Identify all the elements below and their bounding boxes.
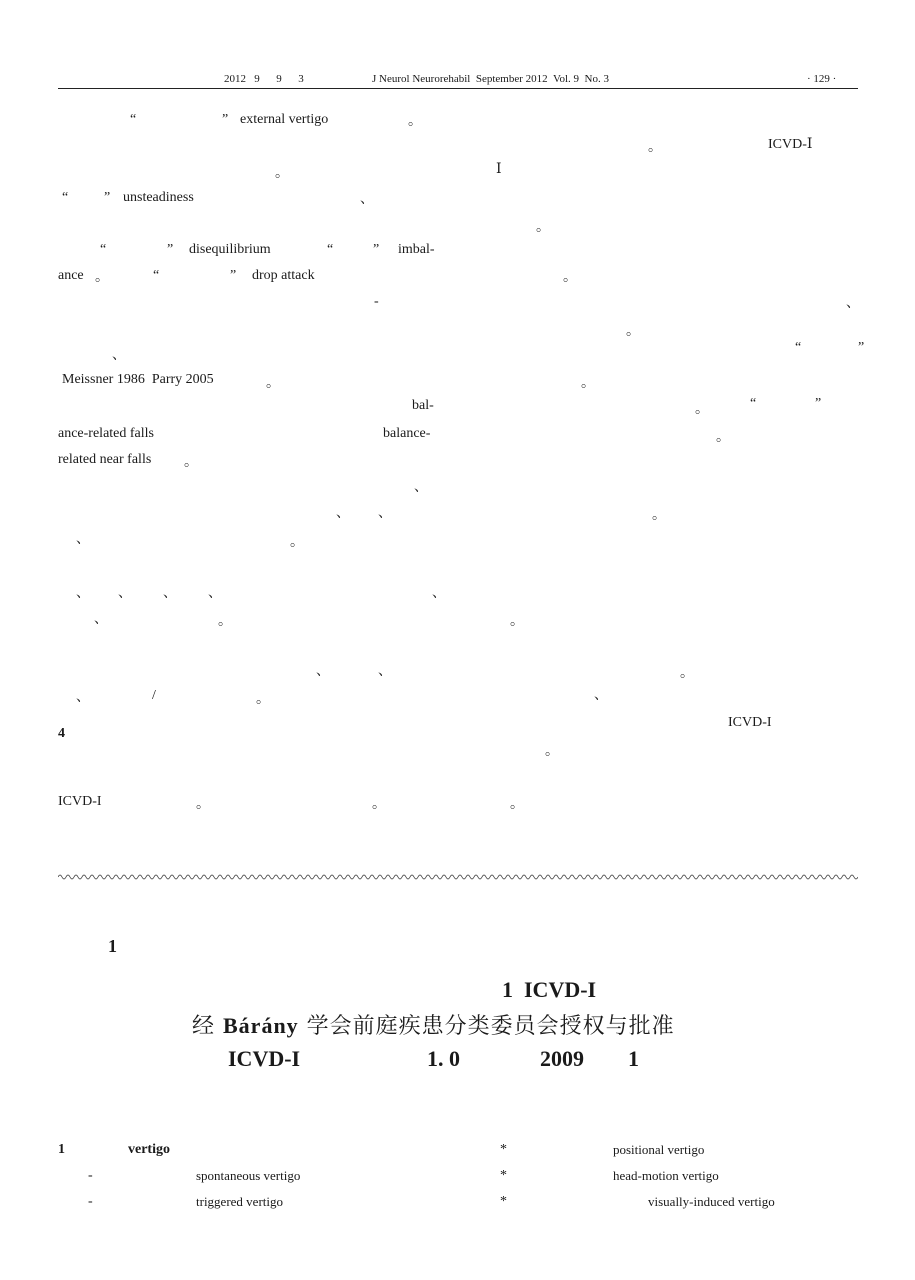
quote-close: ” bbox=[104, 190, 111, 205]
title-line2-name: Bárány bbox=[223, 1013, 299, 1038]
period: 。 bbox=[266, 376, 280, 391]
period: 。 bbox=[695, 402, 709, 417]
list-star: * bbox=[500, 1142, 507, 1157]
enumeration-comma: 、 bbox=[94, 612, 108, 627]
enumeration-comma: 、 bbox=[336, 506, 350, 521]
enumeration-comma: 、 bbox=[118, 586, 132, 601]
period: 。 bbox=[510, 614, 524, 629]
quote-close: ” bbox=[167, 242, 174, 257]
quote-close: ” bbox=[230, 268, 237, 283]
quote-open: “ bbox=[130, 112, 137, 127]
title-line2-suffix: 学会前庭疾患分类委员会授权与批准 bbox=[298, 1014, 675, 1039]
period: 。 bbox=[218, 614, 232, 629]
header-page-number: · 129 · bbox=[807, 73, 837, 85]
list-star: * bbox=[500, 1194, 507, 1209]
roman-numeral-one: Ⅰ bbox=[496, 162, 502, 177]
quote-open: “ bbox=[62, 190, 69, 205]
period: 。 bbox=[196, 797, 210, 812]
header-journal: J Neurol Neurorehabil September 2012 Vol. 9 No. 3 bbox=[372, 73, 609, 85]
period: 。 bbox=[536, 220, 550, 235]
enumeration-comma: 、 bbox=[76, 690, 90, 705]
period: 。 bbox=[256, 692, 270, 707]
enumeration-comma: 、 bbox=[76, 586, 90, 601]
quote-close: ” bbox=[222, 112, 229, 127]
abbr-icvd: ICVD-I bbox=[728, 715, 772, 730]
list-star: * bbox=[500, 1168, 507, 1183]
list-positional-vertigo: positional vertigo bbox=[613, 1142, 705, 1157]
citation: Meissner 1986 Parry 2005 bbox=[62, 372, 214, 387]
dash: - bbox=[374, 294, 379, 309]
quote-open: “ bbox=[100, 242, 107, 257]
quote-open: “ bbox=[795, 340, 802, 355]
wavy-separator bbox=[58, 872, 858, 882]
period: 。 bbox=[510, 797, 524, 812]
period: 。 bbox=[648, 140, 662, 155]
enumeration-comma: 、 bbox=[208, 586, 222, 601]
enumeration-comma: 、 bbox=[414, 480, 428, 495]
enumeration-comma: 、 bbox=[76, 532, 90, 547]
term-unsteadiness: unsteadiness bbox=[123, 190, 194, 205]
period: 。 bbox=[408, 114, 422, 129]
abbr-icvd-roman: ICVD-Ⅰ bbox=[768, 137, 813, 152]
list-vertigo: vertigo bbox=[128, 1142, 170, 1157]
enumeration-comma: 、 bbox=[163, 586, 177, 601]
list-visually-induced-vertigo: visually-induced vertigo bbox=[648, 1194, 775, 1209]
enumeration-comma: 、 bbox=[378, 664, 392, 679]
list-head-motion-vertigo: head-motion vertigo bbox=[613, 1168, 719, 1183]
appendix-title-line2 bbox=[192, 1012, 675, 1041]
list-triggered-vertigo: triggered vertigo bbox=[196, 1194, 283, 1209]
period: 。 bbox=[275, 166, 289, 181]
appendix-title-icvd: ICVD-I bbox=[228, 1046, 301, 1071]
appendix-title-line1: 1 ICVD-I bbox=[502, 977, 597, 1002]
abbr-icvd: ICVD-I bbox=[58, 794, 102, 809]
list-dash: - bbox=[88, 1168, 93, 1183]
enumeration-comma: 、 bbox=[112, 348, 126, 363]
enumeration-comma: 、 bbox=[594, 688, 608, 703]
period: 。 bbox=[290, 535, 304, 550]
term-disequilibrium: disequilibrium bbox=[189, 242, 271, 257]
quote-open: “ bbox=[750, 396, 757, 411]
period: 。 bbox=[581, 376, 595, 391]
list-spontaneous-vertigo: spontaneous vertigo bbox=[196, 1168, 301, 1183]
appendix-title-month: 1 bbox=[628, 1046, 639, 1071]
enumeration-comma: 、 bbox=[316, 664, 330, 679]
period: 。 bbox=[563, 270, 577, 285]
term-balance-related-falls: ance-related falls bbox=[58, 426, 154, 441]
quote-close: ” bbox=[815, 396, 822, 411]
term-external-vertigo: external vertigo bbox=[240, 112, 329, 127]
slash: / bbox=[152, 688, 156, 703]
quote-close: ” bbox=[373, 242, 380, 257]
header-rule bbox=[58, 88, 858, 89]
term-drop-attack: drop attack bbox=[252, 268, 315, 283]
period: 。 bbox=[184, 455, 198, 470]
enumeration-comma: 、 bbox=[378, 506, 392, 521]
header-date-cn: 2012 9 9 3 bbox=[224, 73, 304, 85]
period: 。 bbox=[680, 666, 694, 681]
period: 。 bbox=[372, 797, 386, 812]
quote-open: “ bbox=[327, 242, 334, 257]
period: 。 bbox=[626, 324, 640, 339]
quote-close: ” bbox=[858, 340, 865, 355]
appendix-title-version: 1. 0 bbox=[427, 1046, 460, 1071]
term-balance-prefix: balance- bbox=[383, 426, 431, 441]
quote-open: “ bbox=[153, 268, 160, 283]
term-balance-part: bal- bbox=[412, 398, 434, 413]
bold-number: 4 bbox=[58, 726, 65, 741]
list-number: 1 bbox=[58, 1142, 65, 1157]
enumeration-comma: 、 bbox=[360, 192, 374, 207]
enumeration-comma: 、 bbox=[432, 586, 446, 601]
term-related-near-falls: related near falls bbox=[58, 452, 152, 467]
appendix-label: 1 bbox=[108, 936, 117, 956]
period: 。 bbox=[716, 430, 730, 445]
enumeration-comma: 、 bbox=[846, 296, 860, 311]
title-line2-prefix: 经 bbox=[192, 1014, 223, 1039]
term-imbalance-part: imbal- bbox=[398, 242, 435, 257]
term-imbalance-end: ance bbox=[58, 268, 84, 283]
period: 。 bbox=[652, 508, 666, 523]
appendix-title-year: 2009 bbox=[540, 1046, 584, 1071]
period: 。 bbox=[95, 270, 109, 285]
list-dash: - bbox=[88, 1194, 93, 1209]
period: 。 bbox=[545, 744, 559, 759]
